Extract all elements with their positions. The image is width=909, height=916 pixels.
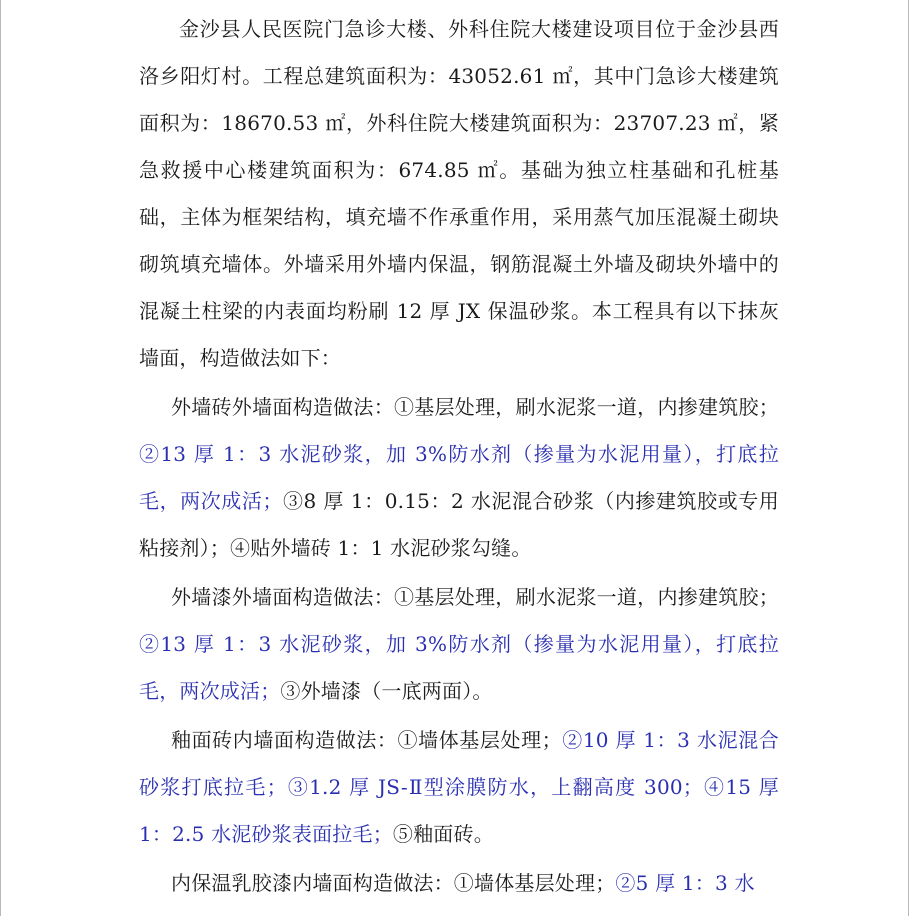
text-segment: 外墙漆外墙面构造做法：①基层处理，刷水泥浆一道，内掺建筑胶； [171, 585, 779, 609]
paragraph-exterior-paint-wall [139, 574, 779, 715]
paragraph-insulated-latex-interior-wall [139, 860, 779, 907]
paragraph-project-overview: 金沙县人民医院门急诊大楼、外科住院大楼建设项目位于金沙县西洛乡阳灯村。工程总建筑面积为：43052.61 ㎡，其中门急诊大楼建筑面积为：18670.53 ㎡，外科住院大楼建筑面积为：23707.23 ㎡，紧急救援中心楼建筑面积为：674.85 ㎡。基础为独立柱基础和孔桩基础，主体为框架结构，填充墙不作承重作用，采用蒸气加压混凝土砌块砌筑填充墙体。外墙采用外墙内保温，钢筋混凝土外墙及砌块外墙中的混凝土柱梁的内表面均粉刷 12 厚 JX 保温砂浆。本工程具有以下抹灰墙面，构造做法如下： [139, 17, 779, 370]
highlighted-text-segment: ②13 厚 1：3 水泥砂浆，加 3%防水剂（掺量为水泥用量），打底拉毛，两次成活； [139, 442, 779, 513]
text-segment: 外墙砖外墙面构造做法：①基层处理，刷水泥浆一道，内掺建筑胶； [171, 395, 779, 419]
highlighted-text-segment: ②5 厚 1：3 水 [615, 871, 755, 895]
text-segment: ③8 厚 1：0.15：2 水泥混合砂浆（内掺建筑胶或专用粘接剂）；④贴外墙砖 1：1 水泥砂浆勾缝。 [139, 489, 779, 560]
document-body [139, 6, 779, 907]
highlighted-text-segment: ②13 厚 1：3 水泥砂浆，加 3%防水剂（掺量为水泥用量），打底拉毛，两次成活； [139, 632, 779, 703]
text-segment: ③外墙漆（一底两面）。 [280, 679, 493, 703]
paragraph-glazed-tile-interior-wall [139, 717, 779, 858]
text-segment: 内保温乳胶漆内墙面构造做法：①墙体基层处理； [171, 871, 616, 895]
highlighted-text-segment: ②10 厚 1：3 水泥混合砂浆打底拉毛；③1.2 厚 JS-Ⅱ型涂膜防水，上翻高度 300；④15 厚 1：2.5 水泥砂浆表面拉毛； [139, 728, 779, 846]
text-segment: 釉面砖内墙面构造做法：①墙体基层处理； [171, 728, 562, 752]
paragraph-exterior-tile-wall [139, 384, 779, 572]
text-segment: ⑤釉面砖。 [392, 822, 494, 846]
